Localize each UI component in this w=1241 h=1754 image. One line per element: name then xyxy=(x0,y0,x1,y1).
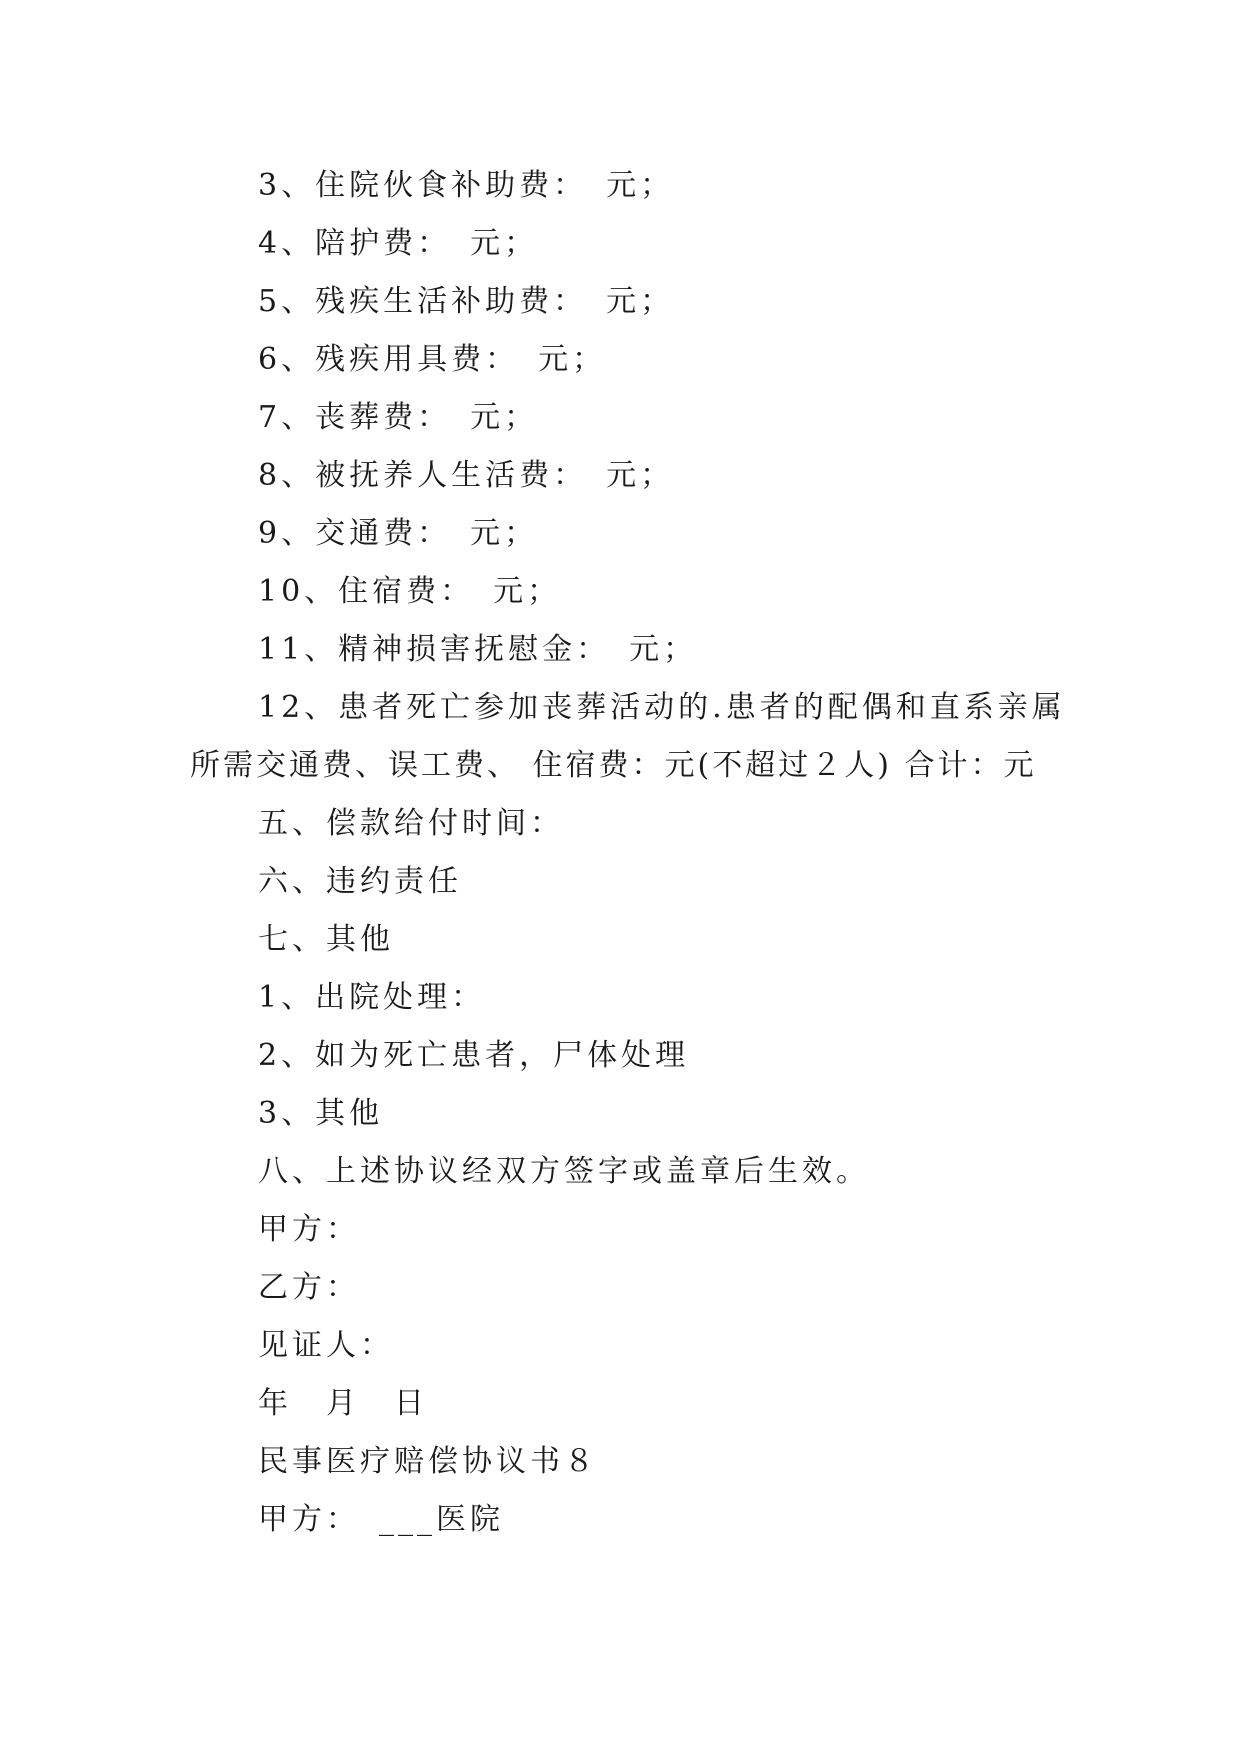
item-10-lodging-fee: 10、住宿费： 元； xyxy=(258,574,562,609)
party-a-hospital: 甲方： ___医院 xyxy=(258,1502,504,1537)
section-6-breach: 六、违约责任 xyxy=(258,864,462,899)
item-11-mental-damage: 11、精神损害抚慰金： 元； xyxy=(258,632,698,667)
witness-label: 见证人： xyxy=(258,1328,394,1363)
item-3-meal-subsidy: 3、住院伙食补助费： 元； xyxy=(258,168,675,203)
item-5-disability-subsidy: 5、残疾生活补助费： 元； xyxy=(258,284,675,319)
section-5-payment-time: 五、偿款给付时间： xyxy=(258,806,564,841)
next-document-title: 民事医疗赔偿协议书８ xyxy=(258,1444,598,1479)
item-12-funeral-attendance: 12、患者死亡参加丧葬活动的.患者的配偶和直系亲属 xyxy=(258,690,1066,725)
item-12-continuation: 所需交通费、误工费、 住宿费：元(不超过２人) 合计：元 xyxy=(190,748,1037,783)
item-4-nursing-fee: 4、陪护费： 元； xyxy=(258,226,539,261)
item-8-dependent-living: 8、被抚养人生活费： 元； xyxy=(258,458,675,493)
date-line: 年 月 日 xyxy=(258,1386,428,1421)
item-7-funeral-fee: 7、丧葬费： 元； xyxy=(258,400,539,435)
other-1-discharge: 1、出院处理： xyxy=(258,980,486,1015)
section-8-effective: 八、上述协议经双方签字或盖章后生效。 xyxy=(258,1154,870,1189)
section-7-other: 七、其他 xyxy=(258,922,394,957)
party-b-label: 乙方： xyxy=(258,1270,360,1305)
party-a-label: 甲方： xyxy=(258,1212,360,1247)
item-6-disability-equipment: 6、残疾用具费： 元； xyxy=(258,342,607,377)
item-9-transport-fee: 9、交通费： 元； xyxy=(258,516,539,551)
other-2-body-handling: 2、如为死亡患者，尸体处理 xyxy=(258,1038,690,1073)
other-3-misc: 3、其他 xyxy=(258,1096,384,1131)
